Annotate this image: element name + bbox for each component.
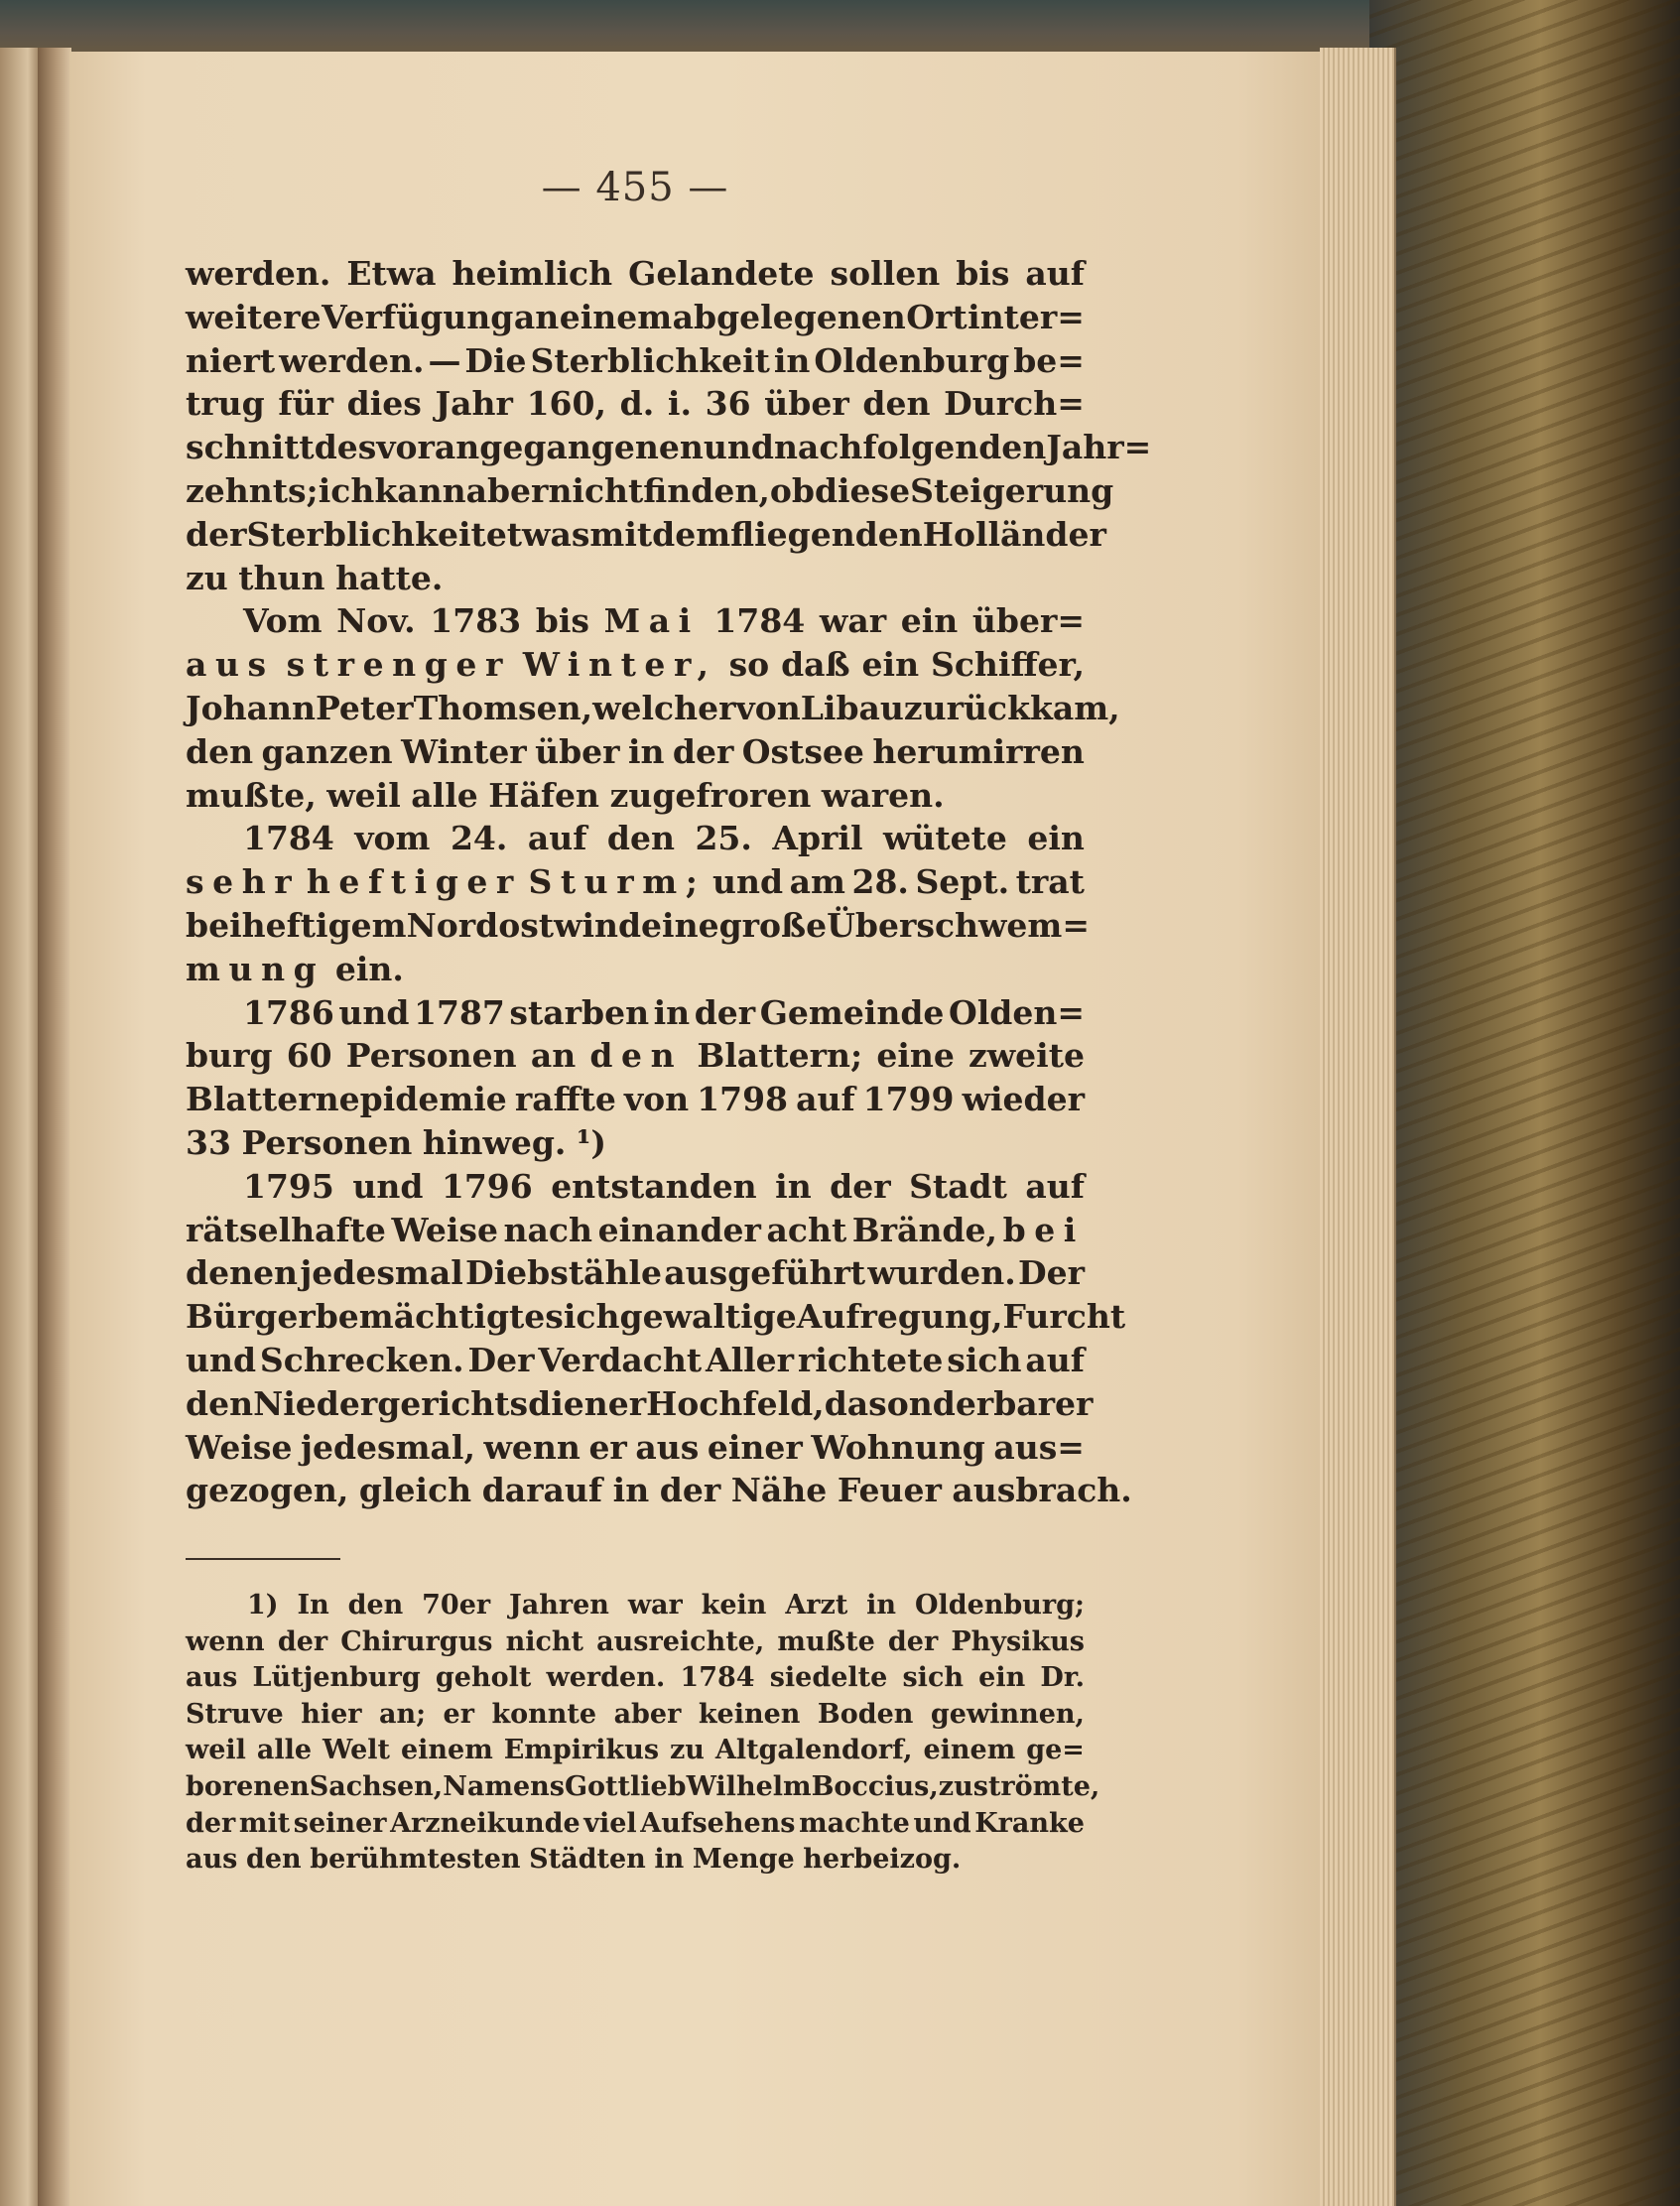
text-line: gezogen, gleich darauf in der Nähe Feuer ausbrach. [186, 1471, 1132, 1510]
text-line: trug für dies Jahr 160, d. i. 36 über den Durch= [186, 384, 1085, 424]
text-line: 1795 und 1796 entstanden in der Stadt auf [243, 1166, 1085, 1206]
text-line: Weise jedesmal, wenn er aus einer Wohnung aus= [186, 1427, 1085, 1467]
text-line: Johann Peter Thomsen, welcher von Libau zurückkam, [186, 688, 1120, 727]
text-line: denen jedesmal Diebstähle ausgeführt wurden. Der [186, 1253, 1085, 1293]
text-line: burg 60 Personen an den Blattern; eine zweite [186, 1036, 1085, 1076]
text-line: Bürger bemächtigte sich gewaltige Aufregung, Furcht [186, 1297, 1126, 1337]
book-gutter [38, 48, 71, 2206]
text-line: den Niedergerichtsdiener Hochfeld, da sonderbarer [186, 1383, 1094, 1423]
footnote-line: borenen Sachsen, Namens Gottlieb Wilhelm Boccius, zuströmte, [186, 1771, 1100, 1803]
text-line: schnitt des vorangegangenen und nachfolgenden Jahr= [186, 428, 1152, 467]
text-line: mußte, weil alle Häfen zugefroren waren. [186, 775, 945, 815]
body-text [186, 252, 1152, 1512]
text-line: niert werden. — Die Sterblichkeit in Oldenburg be= [186, 340, 1085, 380]
page-number: — 455 — [541, 165, 729, 210]
marbled-book-cover [1369, 0, 1680, 2206]
text-line: werden. Etwa heimlich Gelandete sollen bis auf [186, 254, 1085, 293]
footnote-line: 1) In den 70er Jahren war kein Arzt in Oldenburg; [247, 1590, 1085, 1622]
text-line: aus strenger Winter, so daß ein Schiffer, [186, 645, 1085, 685]
footnote-line: der mit seiner Arzneikunde viel Aufsehens machte und Kranke [186, 1807, 1085, 1839]
text-line: sehr heftiger Sturm; und am 28. Sept. trat [186, 862, 1085, 902]
footnote-line: Struve hier an; er konnte aber keinen Boden gewinnen, [186, 1698, 1085, 1730]
text-line: zehnts; ich kann aber nicht finden, ob diese Steigerung [186, 470, 1114, 510]
text-line: 1786 und 1787 starben in der Gemeinde Olden= [243, 992, 1085, 1032]
text-line: 33 Personen hinweg. ¹) [186, 1122, 607, 1162]
footnote [186, 1588, 1100, 1879]
left-page-edge [0, 48, 40, 2206]
text-line: weitere Verfügung an einem abgelegenen Ort inter= [186, 297, 1085, 336]
text-line: bei heftigem Nordostwind eine große Überschwem= [186, 905, 1090, 945]
page-content [186, 159, 1152, 1879]
footnote-line: wenn der Chirurgus nicht ausreichte, mußte der Physikus [186, 1625, 1085, 1657]
text-line: und Schrecken. Der Verdacht Aller richtete sich auf [186, 1340, 1085, 1379]
text-line: 1784 vom 24. auf den 25. April wütete ein [243, 819, 1085, 858]
text-line: den ganzen Winter über in der Ostsee herumirren [186, 731, 1085, 771]
footnote-line: aus Lütjenburg geholt werden. 1784 siedelte sich ein Dr. [186, 1662, 1085, 1694]
text-line: mung ein. [186, 949, 404, 988]
text-line: der Sterblichkeit etwas mit dem fliegenden Holländer [186, 514, 1106, 554]
footnote-line: weil alle Welt einem Empirikus zu Altgalendorf, einem ge= [186, 1735, 1085, 1766]
text-line: zu thun hatte. [186, 558, 444, 597]
text-line: rätselhafte Weise nach einander acht Brände, bei [186, 1210, 1085, 1249]
footnote-rule [186, 1558, 340, 1560]
footnote-line: aus den berühmtesten Städten in Menge herbeizog. [186, 1844, 962, 1876]
text-line: Vom Nov. 1783 bis Mai 1784 war ein über= [243, 601, 1085, 641]
page-stack-edges [1320, 48, 1396, 2206]
text-line: Blatternepidemie raffte von 1798 auf 1799 wieder [186, 1080, 1085, 1119]
